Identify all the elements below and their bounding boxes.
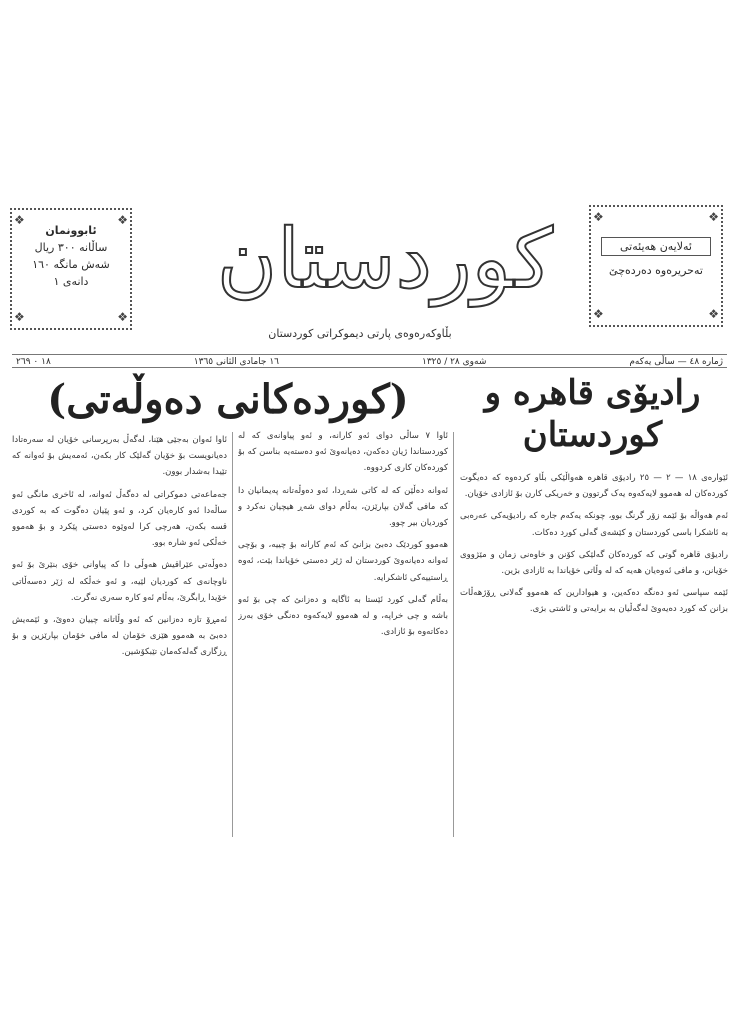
- newspaper-subtitle: بڵاوکەرەوەی پارتی دیموکراتی کوردستان: [268, 327, 452, 340]
- column-divider: [453, 432, 454, 837]
- paragraph: هەموو کوردێک دەبێ بزانێ کە ئەم کارانە بۆ چییە، و بۆچی ئەوانە دەیانەوێ کوردستان لە ژێر دەستی خۆیاندا بێت، ئەوە ڕاستییەکی ئاشکرایە.: [238, 540, 448, 583]
- column-divider: [232, 432, 233, 837]
- ornament-icon: ❖: [708, 307, 719, 321]
- editorial-line: ئەلایەن هەیئەتی: [601, 237, 711, 256]
- ornament-icon: ❖: [14, 310, 25, 324]
- issue-number: ژمارە ٤٨ — ساڵی یەکەم: [629, 357, 723, 367]
- date-gregorian: ١٨ ٠ ٢٦٩: [16, 357, 51, 367]
- date-hijri: ١٦ جامادی الثانی ١٣٦٥: [193, 357, 280, 367]
- paragraph: ئێوارەی ١٨ — ٢ — ٢٥ رادیۆی قاهرە هەواڵێکی بڵاو کردەوە کە دەیگوت کوردەکان لە هەموو لایەکەوە یەک گرتوون و خەریکی کارن بۆ ئازادی خۆیان.: [460, 473, 728, 500]
- subscription-box: [10, 208, 132, 330]
- paragraph: ئاوا ئەوان بەجێی هێنا، لەگەڵ بەرپرسانی خۆیان لە سەرەتادا دەیانویست بۆ خۆیان گەلێک کار بکەن، ئەمەیش بۆ ئەوانە کە تێیدا بەشدار بوون.: [12, 435, 227, 478]
- ornament-icon: ❖: [14, 213, 25, 227]
- subscription-line: ساڵانە ٣٠٠ ریال: [34, 241, 108, 254]
- article-column-right: [460, 470, 728, 835]
- paragraph: جەماعەتی دموکراتی لە دەگەڵ ئەوانە، لە ئاخری مانگی ئەو ساڵەدا ئەو کارەیان کرد، و ئەو پێیان دەگوت کە بە کوردی قسە بکەن، هەرچی کرا لەوێوە دەستی پێکرد و بۆ هەموو خەڵکی ئەو شارە بوو.: [12, 489, 227, 549]
- date-solar: شەوی ٢٨ / ١٣٢٥: [421, 357, 487, 367]
- ornament-icon: ❖: [117, 310, 128, 324]
- ornament-icon: ❖: [117, 213, 128, 227]
- dateline: [12, 354, 727, 368]
- main-headline: (کوردەکانی دەوڵەتی): [47, 376, 409, 423]
- ornament-icon: ❖: [593, 210, 604, 224]
- paragraph: بەڵام گەلی کورد ئێستا بە ئاگایە و دەزانێ کە چی بۆ ئەو باشە و چی خراپە، و لە هەموو لایەکەوە دەنگی خۆی بەرز دەکاتەوە بۆ ئازادی.: [238, 594, 448, 638]
- subscription-line: شەش مانگە ١٦٠: [32, 258, 110, 271]
- right-headline: رادیۆی قاهرە و کوردستان: [484, 373, 701, 455]
- subscription-heading: ئابوونمان: [45, 224, 97, 237]
- editorial-line: تەحریرەوە دەردەچێ: [609, 264, 703, 277]
- paragraph: ئاوا ٧ ساڵی دوای ئەو کارانە، و ئەو پیاوانەی کە لە کوردستاندا ژیان دەکەن، دەیانەوێ ئەو دەستەیە بناسن کە بۆ کوردەکان کاری کردووە.: [238, 431, 448, 474]
- paragraph: ئەمڕۆ تازە دەزانین کە ئەو وڵاتانە چییان دەوێ، و ئێمەیش دەبێ بە هەموو هێزی خۆمان لە مافی خۆمان بپارێزین و بۆ ڕزگاری گەلەکەمان تێبکۆشین.: [12, 615, 227, 658]
- newspaper-title: کوردستان: [216, 212, 554, 307]
- editorial-box: [589, 205, 723, 327]
- subscription-line: دانەی ١: [53, 275, 89, 288]
- paragraph: ئێمە سپاسی ئەو دەنگە دەکەین، و هیوادارین کە هەموو گەلانی ڕۆژهەڵات بزانن کە کورد دەیەوێ لەگەڵیان بە برایەتی و ئاشتی بژی.: [460, 588, 728, 615]
- paragraph: ئەوانە دەڵێن کە لە کاتی شەڕدا، ئەو دەوڵەتانە پەیمانیان دا کە مافی گەلان بپارێزن، بەڵام دوای شەڕ هیچیان نەکرد و کوردیان بیر چوو.: [238, 485, 448, 529]
- paragraph: ئەم هەواڵە بۆ ئێمە زۆر گرنگ بوو، چونکە یەکەم جارە کە رادیۆیەکی عەرەبی بە ئاشکرا باسی کوردستان و کێشەی گەلی کورد دەکات.: [460, 511, 728, 538]
- ornament-icon: ❖: [708, 210, 719, 224]
- article-column-left: [12, 432, 227, 837]
- paragraph: دەوڵەتی عێراقیش هەوڵی دا کە پیاوانی خۆی بنێرێ بۆ ئەو ناوچانەی کە کوردیان لێیە، و ئەو خەڵکە لە ژێر دەسەڵاتی خۆیدا ڕابگرێ، بەڵام ئەو کارە سەری نەگرت.: [12, 560, 227, 603]
- article-column-middle: [238, 428, 448, 838]
- paragraph: رادیۆی قاهرە گوتی کە کوردەکان گەلێکی کۆنن و خاوەنی زمان و مێژووی خۆیانن، و مافی ئەوەیان هەیە کە لە وڵاتی خۆیاندا بە ئازادی بژین.: [460, 549, 728, 577]
- ornament-icon: ❖: [593, 307, 604, 321]
